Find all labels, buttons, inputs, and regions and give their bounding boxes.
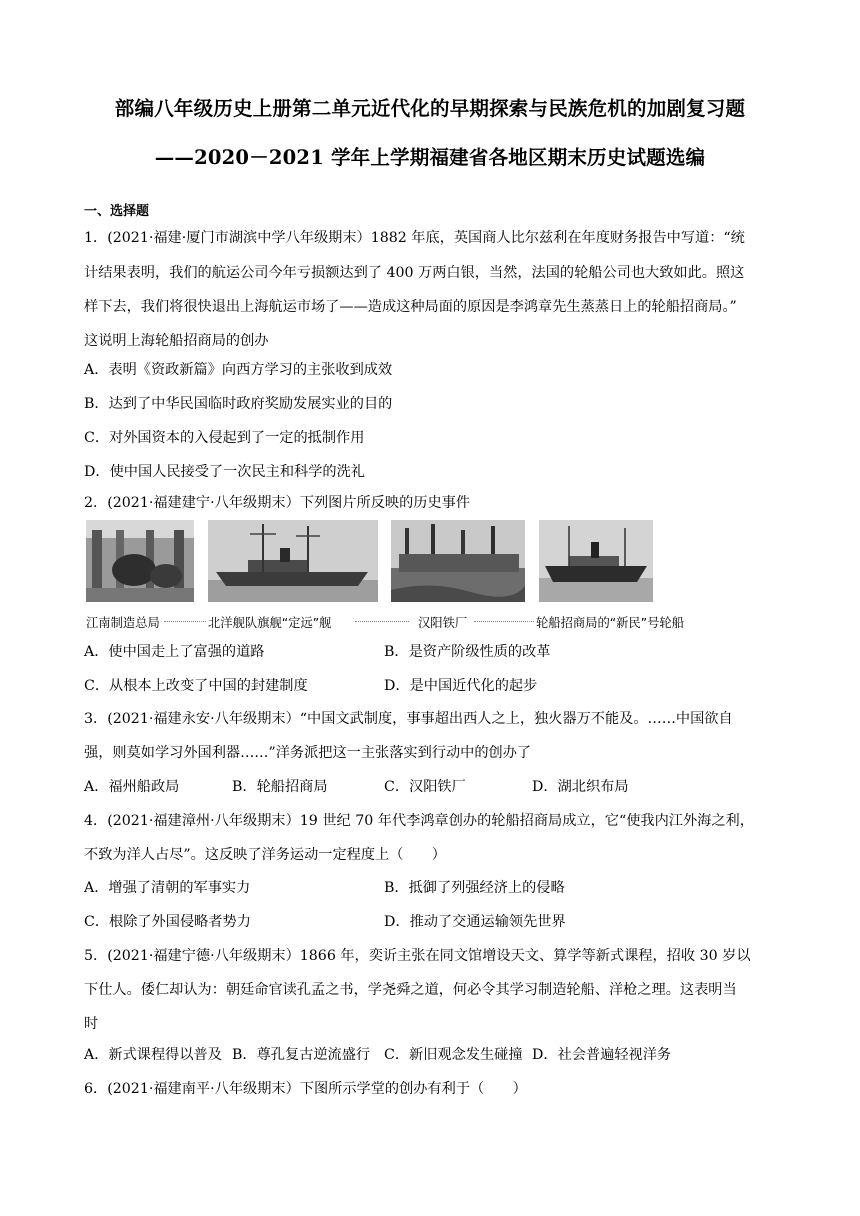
question-4-option-d: D．推动了交通运输领先世界	[384, 914, 566, 930]
question-1-option-d: D．使中国人民接受了一次民主和科学的洗礼	[84, 464, 365, 480]
question-1-line: 样下去，我们将很快退出上海航运市场了——造成这种局面的原因是李鸿章先生蒸蒸日上的轮船招商局。”	[84, 299, 737, 315]
photo-caption: 汉阳铁厂	[418, 616, 468, 630]
question-1-line: 这说明上海轮船招商局的创办	[84, 333, 269, 349]
question-4-line: 不致为洋人占尽”。这反映了洋务运动一定程度上（ ）	[84, 847, 446, 863]
question-5-option-a: A．新式课程得以普及	[84, 1047, 222, 1063]
photo-xinmin-steamship	[539, 520, 653, 602]
question-5-option-d: D．社会普遍轻视洋务	[532, 1047, 672, 1063]
question-2-option-b: B．是资产阶级性质的改革	[384, 644, 551, 660]
question-2-option-c: C．从根本上改变了中国的封建制度	[84, 678, 308, 694]
caption-divider	[164, 621, 206, 622]
question-3-line: 强，则莫如学习外国利器……”洋务派把这一主张落实到行动中的创办了	[84, 745, 532, 761]
question-4-option-a: A．增强了清朝的军事实力	[84, 880, 251, 896]
photo-caption: 北洋舰队旗舰“定远”舰	[208, 616, 332, 630]
photo-dingyuan-battleship	[208, 520, 378, 602]
question-1-option-a: A．表明《资政新篇》向西方学习的主张收到成效	[84, 362, 393, 378]
question-3-option-a: A．福州船政局	[84, 779, 180, 795]
question-2-photo-strip	[84, 520, 714, 630]
document-title: 部编八年级历史上册第二单元近代化的早期探索与民族危机的加剧复习题	[114, 97, 746, 120]
question-5-option-b: B．尊孔复古逆流盛行	[232, 1047, 371, 1063]
question-3-option-c: C．汉阳铁厂	[384, 779, 466, 795]
photo-caption: 江南制造总局	[86, 616, 160, 630]
question-5-line: 下仕人。倭仁却认为：朝廷命官读孔孟之书，学尧舜之道，何必令其学习制造轮船、洋枪之理。这表明当	[84, 982, 737, 998]
question-6-line: 6．(2021·福建南平·八年级期末）下图所示学堂的创办有利于（ ）	[84, 1081, 527, 1097]
question-1-option-c: C．对外国资本的入侵起到了一定的抵制作用	[84, 430, 365, 446]
question-3-option-b: B．轮船招商局	[232, 779, 328, 795]
question-5-line: 时	[84, 1016, 99, 1032]
caption-divider	[355, 621, 409, 622]
photo-jiangnan-arsenal	[86, 520, 194, 602]
photo-hanyang-ironworks	[391, 520, 525, 602]
section-heading: 一、选择题	[84, 204, 150, 219]
photo-caption: 轮船招商局的“新民”号轮船	[536, 616, 685, 630]
question-1-option-b: B．达到了中华民国临时政府奖励发展实业的目的	[84, 396, 393, 412]
question-4-line: 4．(2021·福建漳州·八年级期末）19 世纪 70 年代李鸿章创办的轮船招商局成立，它“使我内江外海之利，	[84, 813, 754, 829]
question-3-line: 3．(2021·福建永安·八年级期末）“中国文武制度，事事超出西人之上，独火器万不能及。……中国欲自	[84, 711, 733, 727]
question-1-line: 计结果表明，我们的航运公司今年亏损额达到了 400 万两白银，当然，法国的轮船公司也大致如此。照这	[84, 265, 745, 281]
question-3-option-d: D．湖北织布局	[532, 779, 629, 795]
question-5-line: 5．(2021·福建宁德·八年级期末）1866 年，奕䜣主张在同文馆增设天文、算学等新式课程，招收 30 岁以	[84, 948, 751, 964]
question-4-option-c: C．根除了外国侵略者势力	[84, 914, 251, 930]
question-4-option-b: B．抵御了列强经济上的侵略	[384, 880, 565, 896]
question-2-option-a: A．使中国走上了富强的道路	[84, 644, 265, 660]
question-2-option-d: D．是中国近代化的起步	[384, 678, 538, 694]
question-2-line: 2．(2021·福建建宁·八年级期末）下列图片所反映的历史事件	[84, 495, 471, 511]
caption-divider	[474, 621, 534, 622]
document-subtitle: ——2020－2021 学年上学期福建省各地区期末历史试题选编	[154, 146, 706, 169]
question-5-option-c: C．新旧观念发生碰撞	[384, 1047, 523, 1063]
question-1-line: 1．(2021·福建·厦门市湖滨中学八年级期末）1882 年底，英国商人比尔兹利在年度财务报告中写道：“统	[84, 230, 745, 246]
